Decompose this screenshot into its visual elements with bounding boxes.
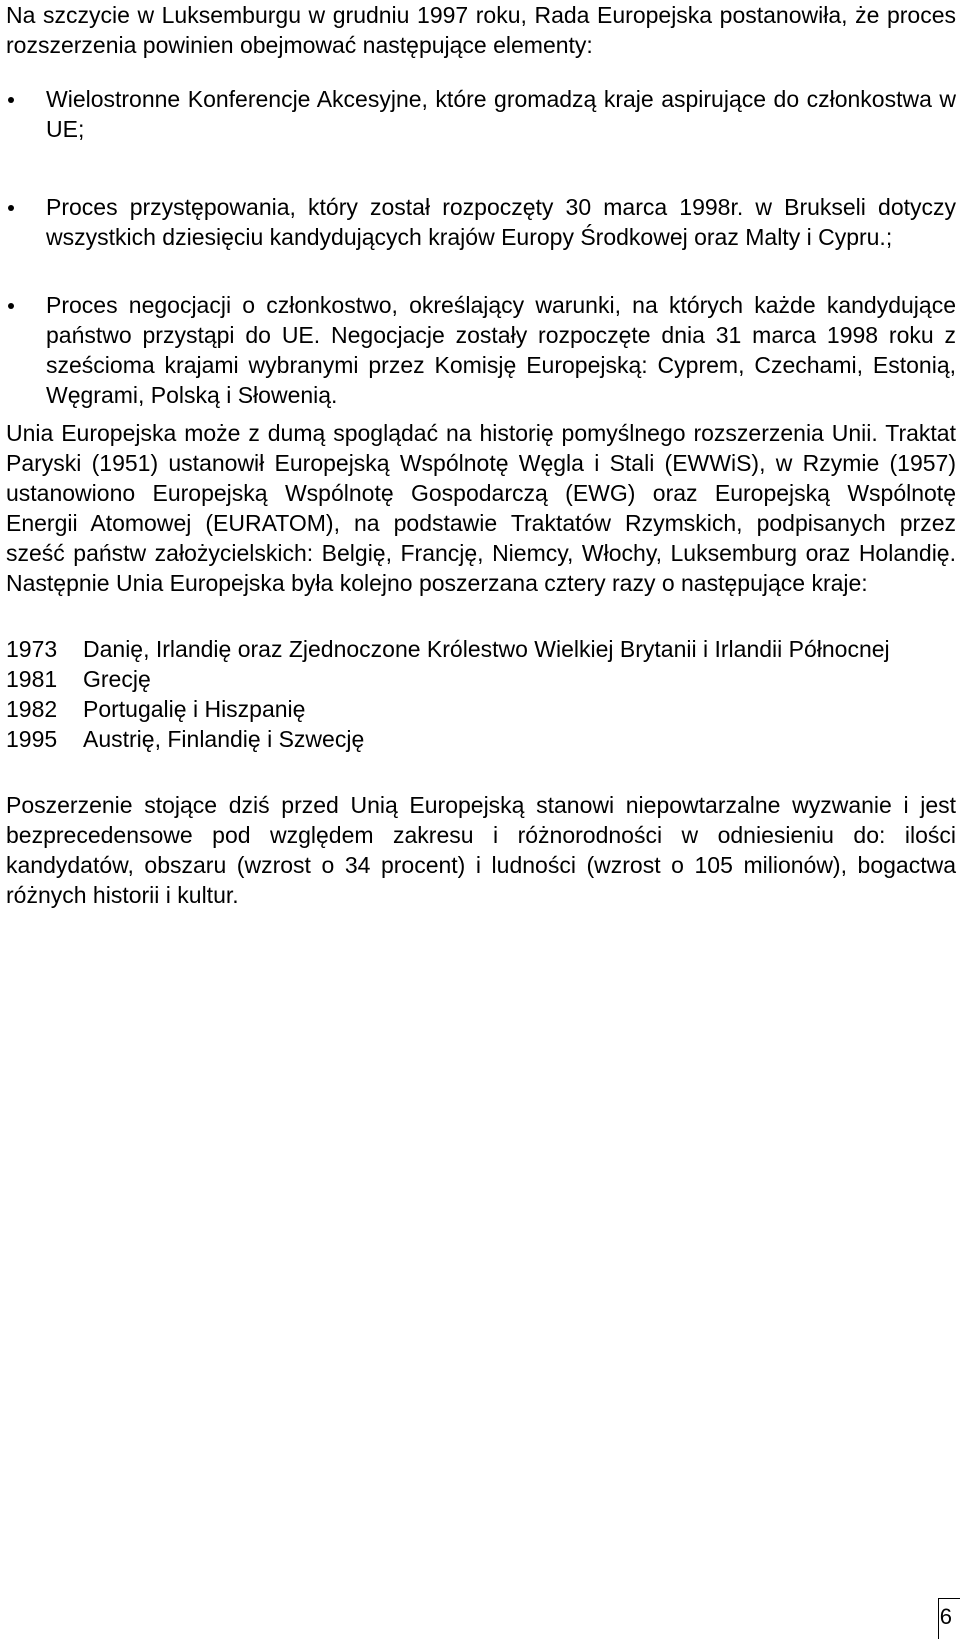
- enlargement-list: [6, 634, 956, 754]
- list-item: [6, 84, 956, 144]
- list-item-text: Proces przystępowania, który został rozpoczęty 30 marca 1998r. w Brukseli dotyczy wszystkich dziesięciu kandydujących krajów Europy Środkowej oraz Malty i Cypru.;: [46, 194, 956, 250]
- enlargement-year: 1973: [6, 636, 58, 662]
- list-item-text: Wielostronne Konferencje Akcesyjne, które gromadzą kraje aspirujące do członkostwa w UE;: [46, 86, 956, 142]
- list-item: [6, 192, 956, 252]
- history-paragraph: Unia Europejska może z dumą spoglądać na historię pomyślnego rozszerzenia Unii. Traktat Paryski (1951) ustanowił Europejską Wspólnotę Węgla i Stali (EWWiS), w Rzymie (1957) ustanowiono Europejską Wspólnotę Gospodarczą (EWG) oraz Europejską Wspólnotę Energii Atomowej (EURATOM), na podstawie Traktatów Rzymskich, podpisanych przez sześć państw założycielskich: Belgię, Francję, Niemcy, Włochy, Luksemburg oraz Holandię. Następnie Unia Europejska była kolejno poszerzana cztery razy o następujące kraje:: [6, 420, 956, 596]
- enlargement-year: 1982: [6, 696, 58, 722]
- enlargement-year: 1981: [6, 666, 58, 692]
- bullet-icon: [8, 303, 14, 309]
- list-item-text: Proces negocjacji o członkostwo, określający warunki, na których każde kandydujące państwo przystąpi do UE. Negocjacje zostały rozpoczęte dnia 31 marca 1998 roku z sześcioma krajami wybranymi przez Komisję Europejską: Cyprem, Czechami, Estonią, Węgrami, Polską i Słowenią.: [46, 292, 956, 408]
- enlargement-year: 1995: [6, 726, 58, 752]
- page-number: 6: [939, 1604, 952, 1629]
- bullet-icon: [8, 205, 14, 211]
- enlargement-countries: Portugalię i Hiszpanię: [83, 696, 306, 722]
- enlargement-countries: Austrię, Finlandię i Szwecję: [83, 726, 365, 752]
- closing-paragraph: Poszerzenie stojące dziś przed Unią Europejską stanowi niepowtarzalne wyzwanie i jest bezprecedensowe pod względem zakresu i różnorodności w odniesieniu do: ilości kandydatów, obszaru (wzrost o 34 procent) i ludności (wzrost o 105 milionów), bogactwa różnych historii i kultur.: [6, 792, 956, 908]
- enlargement-countries: Danię, Irlandię oraz Zjednoczone Królestwo Wielkiej Brytanii i Irlandii Północnej: [83, 636, 890, 662]
- intro-paragraph: Na szczycie w Luksemburgu w grudniu 1997 roku, Rada Europejska postanowiła, że proces rozszerzenia powinien obejmować następujące elementy:: [6, 2, 956, 58]
- enlargement-countries: Grecję: [83, 666, 151, 692]
- enlargement-row: [6, 724, 956, 754]
- enlargement-row: [6, 694, 956, 724]
- enlargement-row: [6, 634, 956, 664]
- process-elements-list: [6, 84, 956, 410]
- bullet-icon: [8, 97, 14, 103]
- document-body: [6, 0, 956, 910]
- enlargement-row: [6, 664, 956, 694]
- list-item: [6, 290, 956, 410]
